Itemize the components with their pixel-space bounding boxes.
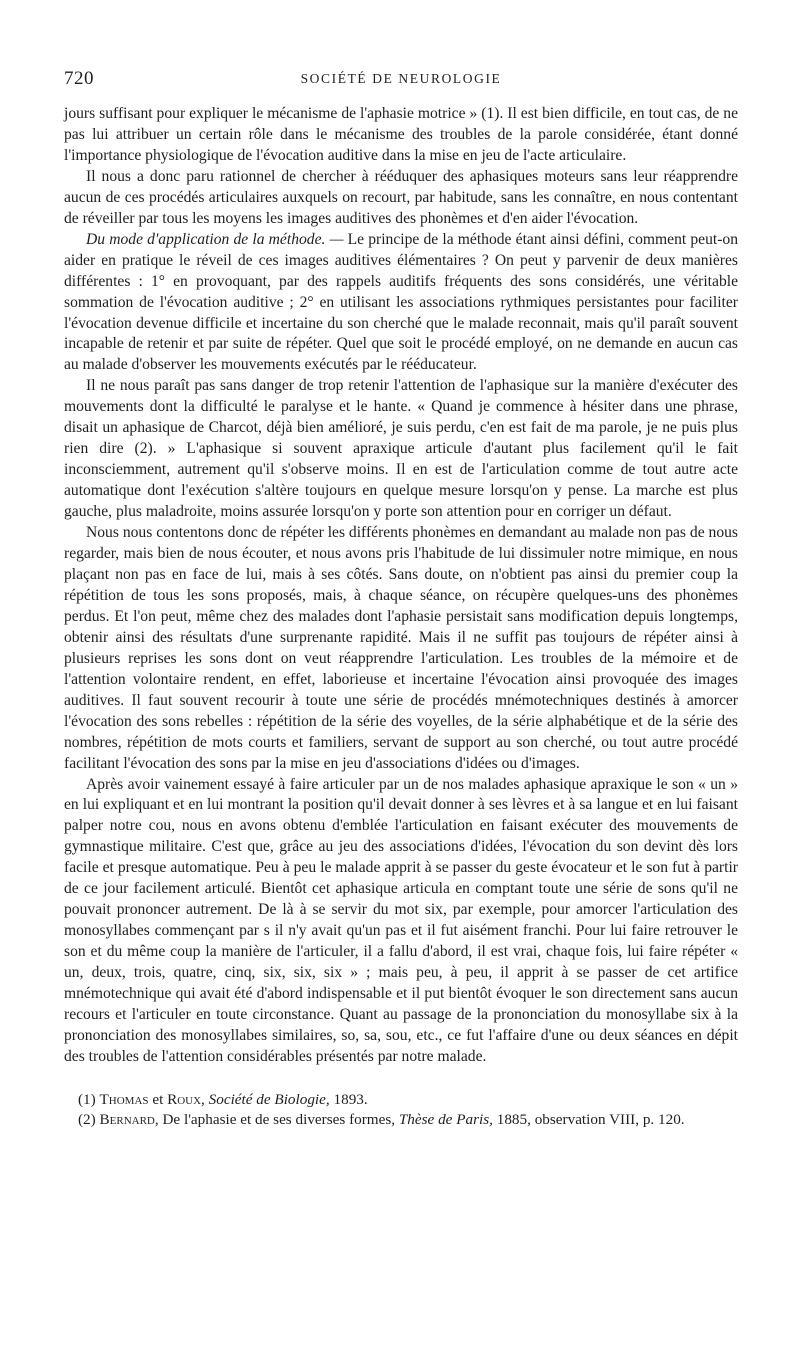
footnote-1 — [64, 1090, 738, 1111]
footnote-author: Bernard, — [99, 1111, 159, 1129]
footnotes — [64, 1090, 738, 1131]
document-page — [64, 68, 738, 1131]
footnote-conjunction: et — [152, 1090, 164, 1108]
footnote-details: 1885, observation VIII, p. 120. — [496, 1111, 685, 1129]
footnote-marker: (2) — [78, 1111, 96, 1129]
paragraph-method-text: Le principe de la méthode étant ainsi défini, comment peut-on aider en pratique le réveil de ces images auditives élémentaires ? On peut y parvenir de deux manières différentes : 1° en provoquant, par des rappels auditifs fréquents des sons considérés, une véritable sommation de l'évocation auditive ; 2° en utilisant les associations rythmiques persistantes pour faciliter l'évocation devenue difficile et incertaine du son cherché que le malade reconnait, mais qu'il paraît souvent incapable de retenir et par suite de répéter. Quel que soit le procédé employé, on ne demande en aucun cas au malade d'observer les mouvements exécutés par le rééducateur. — [64, 230, 738, 374]
footnote-author: Thomas — [99, 1090, 149, 1108]
footnote-marker: (1) — [78, 1090, 96, 1108]
paragraph-phonemes: Nous nous contentons donc de répéter les différents phonèmes en demandant au malade non pas de nous regarder, mais bien de nous écouter, et nous avons pris l'habitude de lui dissimuler notre mimique, en nous plaçant non pas en face de lui, mais à ses côtés. Sans doute, on n'obtient pas ainsi du premier coup la répétition de tous les sons proposés, mais, à chaque séance, on récupère quelques-uns des phonèmes perdus. Et l'on peut, même chez des malades dont l'aphasie persistait sans modification depuis longtemps, obtenir ainsi des résultats d'une surprenante rapidité. Mais il ne suffit pas toujours de répéter ainsi à plusieurs reprises les sons dont on veut réapprendre l'articulation. Les troubles de la mémoire et de l'attention volontaire rendent, en effet, laborieuse et incertaine l'évocation ainsi provoquée des images auditives. Il faut souvent recourir à toute une série de procédés mnémotechniques destinés à amorcer l'évocation des sons rebelles : répétition de la série des voyelles, de la série alphabétique et de la série des nombres, répétition de mots courts et familiers, servant de support au son cherché, ou tout autre procédé facilitant l'évocation des sons par la mise en jeu d'associations d'idées ou d'images. — [64, 524, 738, 772]
footnote-2 — [64, 1110, 738, 1131]
paragraph-rationale: Il nous a donc paru rationnel de chercher à rééduquer des aphasiques moteurs sans leur réapprendre aucun de ces procédés articulaires auxquels on recourt, par habitude, sans les connaître, en nous contentant de réveiller par tous les moyens les images auditives des phonèmes et d'en aider l'évocation. — [64, 167, 738, 227]
running-title: SOCIÉTÉ DE NEUROLOGIE — [300, 71, 502, 86]
paragraph-continuation: jours suffisant pour expliquer le mécanisme de l'aphasie motrice » (1). Il est bien difficile, en tout cas, de ne pas lui attribuer un certain rôle dans le mécanisme des troubles de la parole considérée, étant donné l'importance physiologique de l'évocation auditive dans la mise en jeu de l'acte articulaire. — [64, 105, 738, 164]
footnote-source: Thèse de Paris, — [398, 1111, 493, 1129]
page-header — [64, 68, 738, 92]
paragraph-case: Après avoir vainement essayé à faire articuler par un de nos malades aphasique apraxique le son « un » en lui expliquant et en lui montrant la position qu'il devait donner à ses lèvres et à sa langue et en lui faisant palper notre cou, nous en avons obtenu d'emblée l'articulation en faisant exécuter des mouvements de gymnastique militaire. C'est que, grâce au jeu des associations d'idées, l'évocation du son devint dès lors facile et presque automatique. Peu à peu le malade apprit à se passer du geste évocateur et le son fut à partir de ce jour facilement articulé. Bientôt cet aphasique articula en comptant toute une série de sons qu'il ne pouvait prononcer autrement. De là à se servir du mot six, par exemple, pour amorcer l'articulation des monosyllabes commençant par s il n'y avait qu'un pas et il fut aisément franchi. Pour lui faire retrouver le son et du même coup la manière de l'articuler, il a fallu d'abord, il est vrai, chaque fois, lui faire répéter « un, deux, trois, quatre, cinq, six, six, six » ; mais peu, à peu, il apprit à se passer de cet artifice mnémotechnique qui avait été d'abord indispensable et il put bientôt évoquer le son directement sans aucun recours et l'articuler en toute circonstance. Quant au passage de la prononciation du monosyllabe six à la prononciation des monosyllabes similaires, so, sa, sou, etc., ce fut l'affaire d'une ou deux séances en dépit des troubles de l'attention considérables présentés par notre malade. — [64, 775, 738, 1065]
section-subheading: Du mode d'application de la méthode. — — [86, 230, 344, 248]
page-number: 720 — [64, 68, 94, 89]
paragraph-attention: Il ne nous paraît pas sans danger de trop retenir l'attention de l'aphasique sur la manière d'exécuter des mouvements dont la difficulté le paralyse et le hante. « Quand je commence à hésiter dans une phrase, disait un aphasique de Charcot, déjà bien amélioré, je suis perdu, c'en est fait de ma parole, je ne puis plus rien dire (2). » L'aphasique si souvent apraxique articule d'autant plus facilement qu'il le fait inconsciemment, autrement qu'il s'observe moins. Il en est de l'articulation comme de tout autre acte automatique dont l'exécution s'altère toujours en quelque mesure lorsqu'on y pense. La marche est plus gauche, plus maladroite, moins assurée lorsqu'on y porte son attention pour en corriger un défaut. — [64, 377, 738, 521]
footnote-year: 1893. — [333, 1090, 368, 1108]
footnote-author: Roux, — [167, 1090, 205, 1108]
paragraph-method — [64, 230, 738, 377]
footnote-text: De l'aphasie et de ses diverses formes, — [162, 1111, 396, 1129]
footnote-source: Société de Biologie, — [208, 1090, 330, 1108]
body-text — [64, 104, 738, 1068]
